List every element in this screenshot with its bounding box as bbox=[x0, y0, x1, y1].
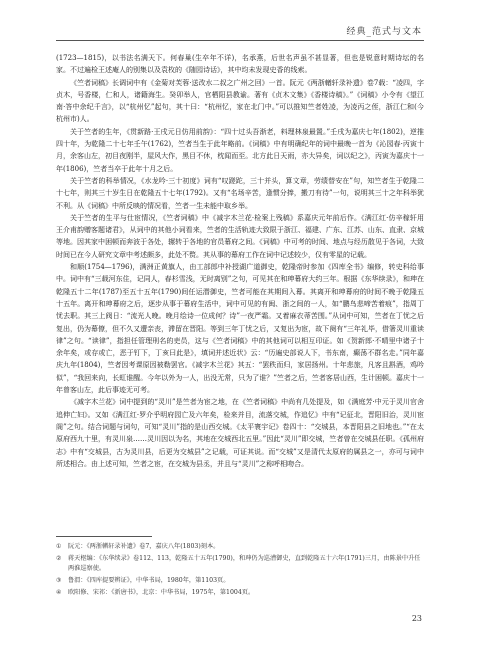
footnote-text: 欧阳修、宋祁：《新唐书》，北京：中华书局，1975年，第1004页。 bbox=[68, 589, 255, 596]
footnote-text: 阮元：《两浙輶轩录补遗》卷7，嘉庆八年(1803)刻本。 bbox=[68, 543, 220, 550]
footnote bbox=[56, 576, 424, 586]
footnote-mark: ① bbox=[56, 543, 62, 550]
header-rule bbox=[56, 40, 424, 41]
paragraph: 《减字木兰花》词中提到的“灵川”是竺者为宦之地，在《竺者词稿》中尚有几处提及，如《满庭芳·中元于灵川官舍追伸亡妇》。又如《满江红·罗介乎明府园亡及六年矣，检来并目，流落交城，作追忆》中有“记征北，晋阳旧治，灵川宦阁”之句。结合词题与词句，可知“灵川”指的是山西交城。《太平寰宇记》卷四十：“交城县，本晋阳县之旧地也。”“在太原府西九十里，有灵川泉……灵川因以为名，其地在交城西北五里。”因此“灵川”即交城，竺者曾在交城县任职。《孤州府志》中有“交城县，古为灵川县，后更为交城县”之记载，可证其说。而“交城”又是清代太原府的属县之一，亦可与词中所述相合。由上述可知，竺者之宦，在交城为县丞，并且与“灵川”之称呼相吻合。 bbox=[56, 398, 424, 468]
footnote-text: 蒋天枢编：《东华续录》卷112、113，乾隆五十五年(1790)，和珅仍为巡漕御史，直到乾隆五十六年(1791)三月，由陈景中升任两淮巡察使。 bbox=[68, 555, 421, 572]
footnote-text: 鲁渭：《四库提要辨证》，中华书局，1980年，第1103页。 bbox=[68, 577, 230, 584]
footnote-rule bbox=[56, 536, 152, 537]
paragraph: (1723—1815)，以书法名满天下。何春巢(生卒年不详)，名承燕，后世名声虽不甚显著，但也是锐意时期诗坛的名家。不过遍检王述庵人的别集以及袁枚的《随园诗话》，其中均未发现史香的线索。 bbox=[56, 54, 424, 75]
footnote bbox=[56, 542, 424, 552]
paragraph: 和顺(1754—1796)，满洲正黄旗人，由工部郎中补授湖广道御史，乾隆帝时参加《四库全书》编修，转史科给事中。词中有“三载河东住，记同人，春杉雪浅，无时离别”之句，可见其在和珅幕府大约三年。根据《东华续录》，和珅在乾隆五十二年(1787)至五十五年(1790)间任运潜御史，竺者可能在其期间入幕。其离开和珅幕府的时间不晚于乾隆五十五年。离开和珅幕府之后，逐步从事于幕府生活中，词中可见的有闽、浙之间的一人，如“鹏鸟悲啼苦着痕”，指周丁忧去职。其三上阀日：“流光人晚。晚月绘诗一位成何？诗”一夜严霜。又着麻衣蒂苦围。”从词中可知，竺者在丁忧之后复出，仍为幕僚，但不久又遭亲丧，滞留在晋阳。等到三年丁忧之后，又复出为宦，故下阕有“三年礼毕，借箸灵川重读律”之句。“读律”，指担任管理刑名的吏员，这与《竺者词稿》中的其他词可以相互印证。如《贺新郎·不晴里中诸子十余年矣，或存或亡，恶于钉下，丁亥曰此是》，填词并述近状》云：“历遍史部说人下，书东南，癫荡不群名走。”同年嘉庆九年(1804)，竺者因考课原因被勒罢官。《减字木兰花》其五：“罢秩而归，家居扬州。十年悲旅，凡客且斟酒，鸡吟似”，“我回来向，长虹谁醒。今年以外为一人，出没无常，只为了谁？”竺者之后，竺者客居山西，生计困顿。嘉庆十一年曾客山左，此后事迹无可考。 bbox=[56, 263, 424, 395]
footnotes bbox=[56, 542, 424, 600]
paragraph: 关于竺者的生年，《贯新路·王戌元日仿用前韵》：“四十过头吾渐老，料理林泉最置。”壬戌为嘉庆七年(1802)，逆推四十年，为乾隆二十七年壬午(1762)，竺者当生于此年略前。《词稿》中有明确纪年的词中最晚一首为《沁园春·丙寅十月，余客山左，初目夜刚半，屋风大作，黑目不休，枕闻而至。北方此日天雨，亦大异矣，词以纪之》，丙寅为嘉庆十一年(1806)，竺者当卒于此年十月之后。 bbox=[56, 127, 424, 173]
footnote bbox=[56, 588, 424, 598]
footnote-mark: ④ bbox=[56, 589, 62, 596]
footnote-mark: ③ bbox=[56, 577, 62, 584]
paragraph: 《竺者词稿》长调词中有《金菊对芙蓉·送改水二叔之广州之回》一首。阮元《两浙輶轩录补遗》卷7载：“凌四，字贞木，号香楼，仁和人，诸籍海生。癸卯举人，官栖阳县教谕。著有《贞木文集》《香楼诗稿》。”《词稿》小令有《望江南·答中余纪千言》，以“杭州忆”起句，其十曰：“杭州忆，家在北门中。”可以推知竺者姓凌，为凌丙之侄，浙江仁和(今杭州市)人。 bbox=[56, 78, 424, 124]
paragraph: 关于竺者的科举情况，《水龙吟·三十初度》词有“叹蹉跎，三十并头，算文章，劳绩替安在”句，知竺者生于乾隆二十七年，则其三十岁生日在乾隆五十七年(1792)。又有“名场辛苦，逢惯分捧，搬刀有待”一句，说明其三十之年科举犹不利。从《词稿》中所反映的情况看，竺者一生未能中取乡举。 bbox=[56, 176, 424, 210]
paragraph: 关于竺者的生平与仕宦情况，《竺者词稿》中《减字木兰花·检案上残稿》系嘉庆元年前后作。《满江红·仿辛稼轩用王介甫韵赠客题诸君》，从词中的其他小词看来，竺者的生活轨迹大致限于浙江、福建、广东、江苏、山东、直隶、京城等地。因其家中困顿而奔波于各处，辗转于各地的官员幕府之间。《词稿》中可考的时间、地点与经历散见于各词，大致时间已在今人研究文章中考述颇多，此处不赘。其从事的幕府工作在词中记述较少，仅有零星的记载。 bbox=[56, 213, 424, 259]
body-text bbox=[56, 52, 424, 470]
page-number: 23 bbox=[411, 614, 422, 623]
running-header: 经典_范式与文本 bbox=[346, 27, 422, 37]
footnote-mark: ② bbox=[56, 555, 62, 562]
footnote bbox=[56, 554, 424, 574]
